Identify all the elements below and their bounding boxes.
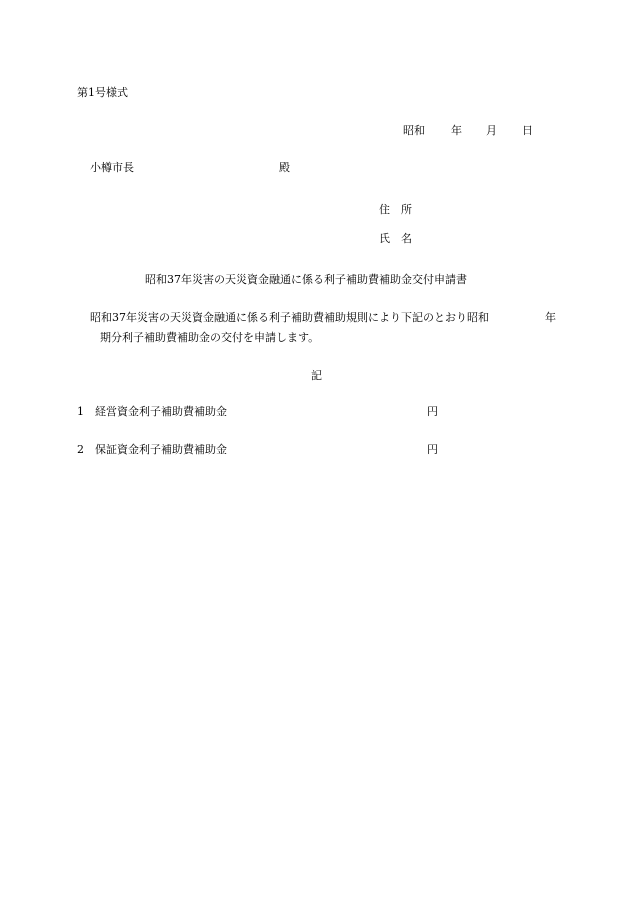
body-line-2: 期分利子補助費補助金の交付を申請します。	[100, 331, 320, 344]
ki-heading: 記	[311, 369, 322, 382]
form-number-label: 第1号様式	[77, 86, 128, 99]
body-line-1-year: 年	[545, 311, 556, 324]
item-2-label: 保証資金利子補助費補助金	[95, 443, 227, 456]
item-2-unit: 円	[427, 443, 438, 456]
addressee-honorific: 殿	[279, 161, 290, 174]
applicant-name-label: 氏 名	[379, 232, 412, 245]
item-1-number: 1	[77, 405, 84, 418]
item-2-number: 2	[77, 443, 84, 456]
date-era: 昭和	[403, 124, 425, 137]
applicant-address-label: 住 所	[379, 203, 412, 216]
document-title: 昭和37年災害の天災資金融通に係る利子補助費補助金交付申請書	[145, 273, 467, 286]
item-1-unit: 円	[427, 405, 438, 418]
date-year-label: 年	[451, 124, 462, 137]
addressee-name: 小樽市長	[90, 161, 134, 174]
item-1-label: 経営資金利子補助費補助金	[95, 405, 227, 418]
body-line-1: 昭和37年災害の天災資金融通に係る利子補助費補助規則により下記のとおり昭和	[90, 311, 489, 324]
date-month-label: 月	[486, 124, 497, 137]
date-day-label: 日	[522, 124, 533, 137]
